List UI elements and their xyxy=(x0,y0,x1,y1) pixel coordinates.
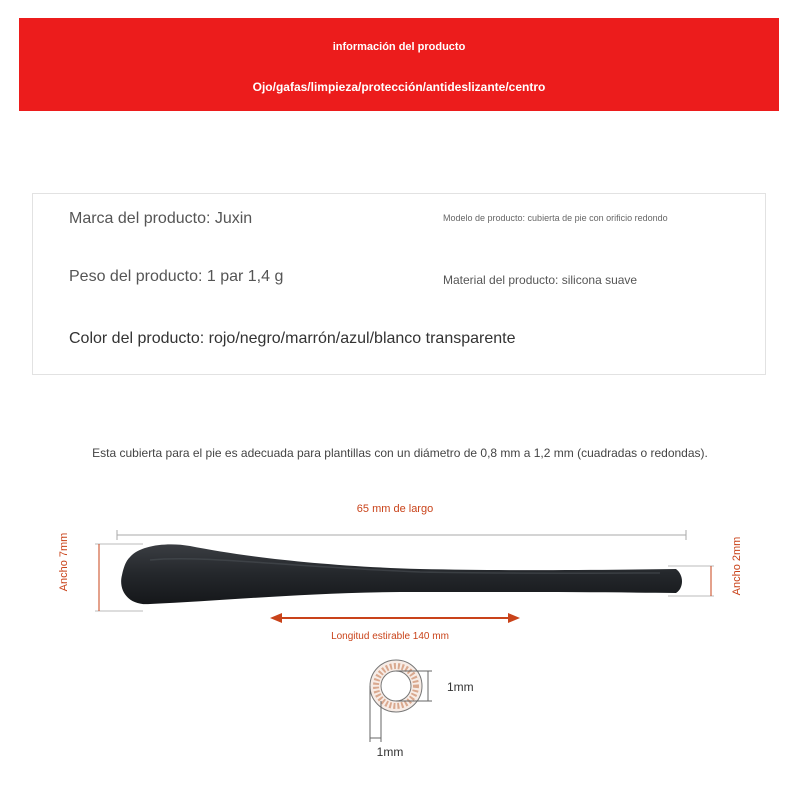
banner-subtitle: Ojo/gafas/limpieza/protección/antideslizante/centro xyxy=(252,80,546,94)
hole-diameter-label: 1mm xyxy=(447,680,474,694)
stretch-label: Longitud estirable 140 mm xyxy=(331,631,449,642)
stretch-arrow xyxy=(270,613,520,623)
wall-thickness-label: 1mm xyxy=(376,745,404,759)
model-text: Modelo de producto: cubierta de pie con orificio redondo xyxy=(443,213,668,223)
weight-text: Peso del producto: 1 par 1,4 g xyxy=(69,268,284,285)
length-label: 65 mm de largo xyxy=(356,503,434,515)
right-width-label: Ancho 2mm xyxy=(731,536,743,596)
temple-tip-image xyxy=(121,544,682,604)
color-text: Color del producto: rojo/negro/marrón/azul/blanco transparente xyxy=(69,330,516,347)
banner-title: información del producto xyxy=(332,41,466,53)
material-text: Material del producto: silicona suave xyxy=(443,273,638,287)
compatibility-description: Esta cubierta para el pie es adecuada para plantillas con un diámetro de 0,8 mm a 1,2 mm (cuadradas o redondas). xyxy=(92,446,708,460)
cross-section-icon xyxy=(370,660,432,742)
length-dimension xyxy=(117,530,686,540)
left-width-label: Ancho 7mm xyxy=(58,532,70,592)
brand-text: Marca del producto: Juxin xyxy=(69,210,253,227)
